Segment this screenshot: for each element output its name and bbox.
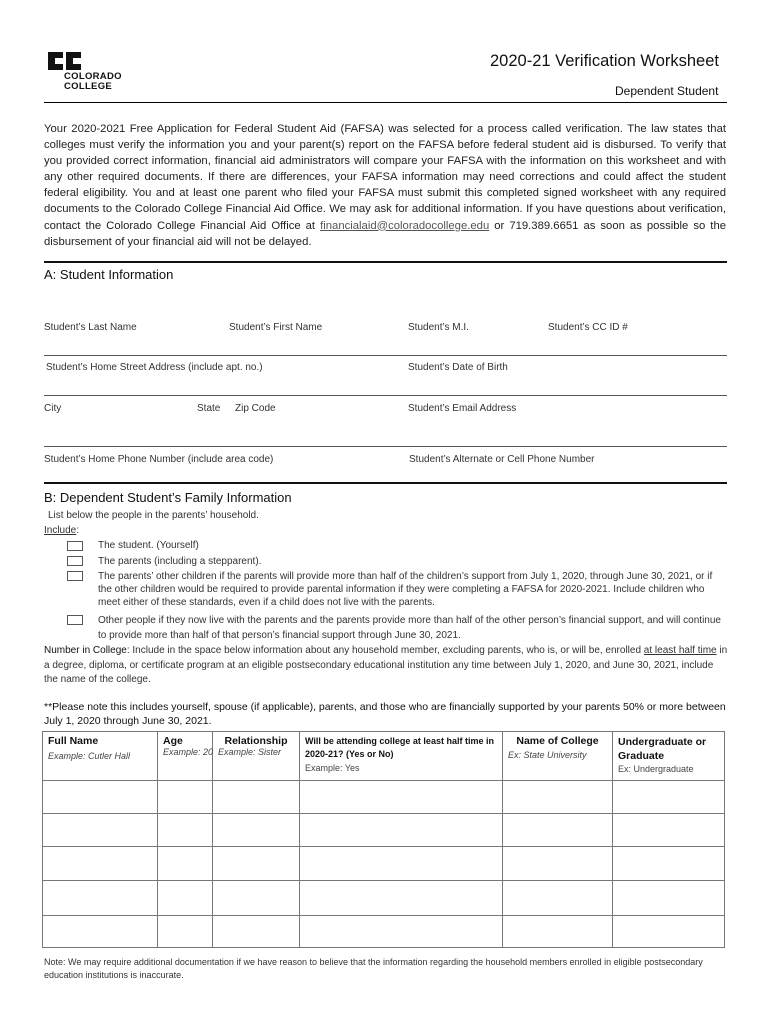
include-item-3: The parents’ other children if the parents will provide more than half of the children’s support from July 1, 2020, through June 30, 2021, or if the other children would be required to provide parental information if they were completing a FAFSA for 2020-2021. Include children who meet either of these standards, even if a child does not live with the parents. (98, 571, 713, 609)
city-label: City (44, 403, 62, 414)
include-heading: Include: (44, 525, 80, 536)
financial-aid-email-link[interactable]: financialaid@coloradocollege.edu (320, 219, 490, 232)
email-label: Student’s Email Address (408, 403, 517, 414)
include-item-2: The parents (including a stepparent). (98, 556, 262, 567)
table-row (43, 814, 725, 847)
household-note: **Please note this includes yourself, spouse (if applicable), parents, and those who are financially supported by your parents 50% or more between July 1, 2020 through June 30, 2021. (44, 701, 726, 727)
household-instruction: List below the people in the parents’ household. (48, 510, 259, 521)
logo-text: COLORADO COLLEGE (64, 71, 122, 92)
college-logo-icon (46, 50, 84, 72)
number-in-college-text: Number in College: Include in the space below information about any household member, excluding parents, who is, or will be, enrolled at least half time in a degree, diploma, or certificate program at an eligible postsecondary educational institution any time between July 1, 2020, and June 30, 2021, include the name of the college. (44, 645, 728, 685)
table-row (43, 847, 725, 881)
include-item-1: The student. (Yourself) (98, 540, 199, 551)
include-item-4: Other people if they now live with the parents and the parents provide more than half of the other person’s financial support, and will continue to provide more than half of that person’s financial support through June 30, 2021. (98, 615, 721, 641)
state-label: State (197, 403, 221, 414)
include-checkbox-1[interactable] (67, 541, 83, 551)
household-table (42, 731, 725, 948)
row3-line (44, 446, 727, 447)
first-name-label: Student’s First Name (229, 322, 323, 333)
row2-line (44, 395, 727, 396)
intro-paragraph: Your 2020-2021 Free Application for Federal Student Aid (FAFSA) was selected for a process called verification. The law states that colleges must verify the information you and your parent(s) report on the FAFSA before federal student aid is disbursed. To verify that you provided correct information, financial aid administrators will compare your FAFSA with the information on this worksheet and with any other required documents. If there are differences, your FAFSA information may need corrections and could affect the student federal eligibility. You and at least one parent who filed your FAFSA must submit this completed signed worksheet with any required documents to the Colorado College Financial Aid Office. We may ask for additional information. If you have questions about verification, contact the Colorado College Financial Aid Office at financialaid@coloradocollege.edu or 719.389.6651 as soon as possible so the disbursement of your financial aid will not be delayed. (44, 123, 727, 248)
zip-label: Zip Code (235, 403, 276, 414)
attending-header: Will be attending college at least half time in 2020-21? (Yes or No) Example: Yes (300, 732, 503, 781)
row1-line (44, 355, 727, 356)
section-a-divider (44, 261, 727, 263)
section-a-title: A: Student Information (44, 267, 174, 282)
footnote: Note: We may require additional documentation if we have reason to believe that the information regarding the household members enrolled in eligible postsecondary education institutions is inaccurate. (44, 957, 703, 980)
header-divider (44, 102, 727, 103)
full-name-header: Full Name Example: Cutler Hall (43, 732, 158, 781)
include-checkbox-3[interactable] (67, 571, 83, 581)
dob-label: Student’s Date of Birth (408, 362, 508, 373)
mi-label: Student’s M.I. (408, 322, 469, 333)
section-b-title: B: Dependent Student’s Family Information (44, 490, 292, 505)
address-label: Student’s Home Street Address (include apt. no.) (46, 362, 263, 373)
cc-id-label: Student’s CC ID # (548, 322, 628, 333)
section-b-divider (44, 482, 727, 484)
home-phone-label: Student’s Home Phone Number (include area code) (44, 454, 274, 465)
last-name-label: Student’s Last Name (44, 322, 137, 333)
include-checkbox-4[interactable] (67, 615, 83, 625)
table-row (43, 781, 725, 814)
include-checkbox-2[interactable] (67, 556, 83, 566)
alt-phone-label: Student’s Alternate or Cell Phone Number (409, 454, 595, 465)
level-header: Undergraduate or Graduate Ex: Undergraduate (613, 732, 725, 781)
table-row (43, 916, 725, 948)
age-header: Age Example: 20 (158, 732, 213, 781)
table-row (43, 881, 725, 916)
table-header-row (43, 732, 725, 781)
college-header: Name of College Ex: State University (503, 732, 613, 781)
relationship-header: Relationship Example: Sister (213, 732, 300, 781)
page-title: 2020-21 Verification Worksheet (490, 52, 719, 70)
page-subtitle: Dependent Student (615, 84, 719, 98)
